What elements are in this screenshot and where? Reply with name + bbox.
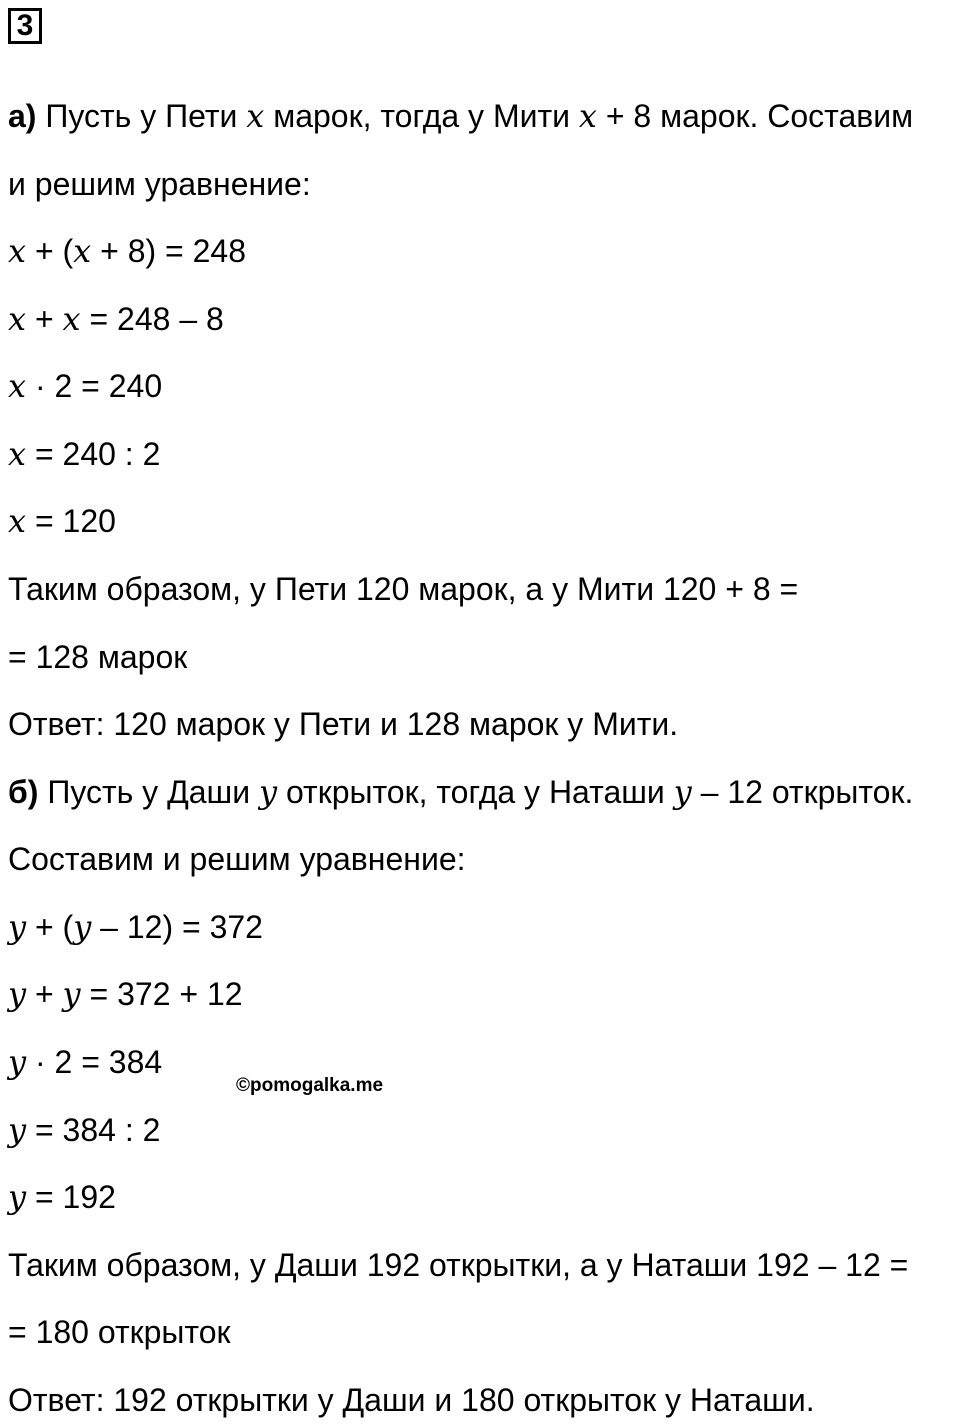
text-run: · 2 = 240 <box>26 368 163 404</box>
text-run: = 384 : 2 <box>26 1112 161 1148</box>
variable: x <box>8 300 27 338</box>
text-run: – 12 открыток. <box>691 774 914 810</box>
text-run: Таким образом, у Пети 120 марок, а у Мити 120 + 8 = <box>8 571 799 607</box>
equation-line <box>8 231 246 271</box>
equation-line <box>8 1110 160 1150</box>
variable: x <box>73 232 92 270</box>
variable: x <box>578 97 597 135</box>
variable: y <box>62 975 81 1013</box>
solution-line <box>8 569 798 609</box>
solution-line <box>8 637 187 677</box>
variable: y <box>673 773 692 811</box>
part-label: б) <box>8 774 39 810</box>
task-number: 3 <box>16 9 34 42</box>
equation-line <box>8 907 263 947</box>
text-run: = 372 + 12 <box>80 976 243 1012</box>
text-run: Ответ: 120 марок у Пети и 128 марок у Мити. <box>8 706 679 742</box>
text-run: + 8) = 248 <box>91 233 246 269</box>
variable: x <box>8 232 27 270</box>
text-run: марок, тогда у Мити <box>264 98 579 134</box>
solution-line <box>8 96 913 136</box>
solution-line <box>8 1245 908 1285</box>
text-run: + <box>26 976 63 1012</box>
equation-line <box>8 1042 162 1082</box>
solution-line <box>8 164 311 204</box>
variable: x <box>246 97 265 135</box>
text-run: = 240 : 2 <box>26 436 161 472</box>
text-run: = 120 <box>26 503 116 539</box>
variable: x <box>8 502 27 540</box>
text-run: Составим и решим уравнение: <box>8 841 466 877</box>
answer-line <box>8 704 678 744</box>
variable: y <box>258 773 278 811</box>
variable: y <box>8 1043 27 1081</box>
text-run: и решим уравнение: <box>8 166 311 202</box>
part-label: а) <box>8 98 37 134</box>
text-run: = 128 марок <box>8 639 188 675</box>
text-run: + 8 марок. Составим <box>596 98 914 134</box>
equation-line <box>8 1177 116 1217</box>
text-run: Пусть у Даши <box>38 774 259 810</box>
variable: y <box>8 908 27 946</box>
text-run: = 248 – 8 <box>80 301 224 337</box>
variable: y <box>73 908 92 946</box>
text-run: Ответ: 192 открытки у Даши и 180 открыток у Наташи. <box>8 1382 815 1418</box>
variable: x <box>8 435 27 473</box>
text-run: + ( <box>26 909 74 945</box>
text-run: Пусть у Пети <box>36 98 247 134</box>
answer-line <box>8 1380 815 1420</box>
text-run: – 12) = 372 <box>91 909 263 945</box>
variable: x <box>62 300 81 338</box>
watermark: ©pomogalka.me <box>236 1075 384 1096</box>
text-run: открыток, тогда у Наташи <box>277 774 674 810</box>
solution-line <box>8 1312 231 1352</box>
text-run: Таким образом, у Даши 192 открытки, а у Наташи 192 – 12 = <box>8 1247 909 1283</box>
equation-line <box>8 299 224 339</box>
equation-line <box>8 434 160 474</box>
text-run: · 2 = 384 <box>26 1044 163 1080</box>
solution-line <box>8 839 466 879</box>
variable: y <box>8 1178 27 1216</box>
variable: y <box>8 1111 27 1149</box>
text-run: = 180 открыток <box>8 1314 231 1350</box>
variable: x <box>8 367 27 405</box>
equation-line <box>8 974 243 1014</box>
text-run: = 192 <box>26 1179 116 1215</box>
text-run: + ( <box>26 233 74 269</box>
equation-line <box>8 366 162 406</box>
solution-line <box>8 772 913 812</box>
equation-line <box>8 501 116 541</box>
variable: y <box>8 975 27 1013</box>
task-number-box <box>8 8 42 44</box>
text-run: + <box>26 301 63 337</box>
